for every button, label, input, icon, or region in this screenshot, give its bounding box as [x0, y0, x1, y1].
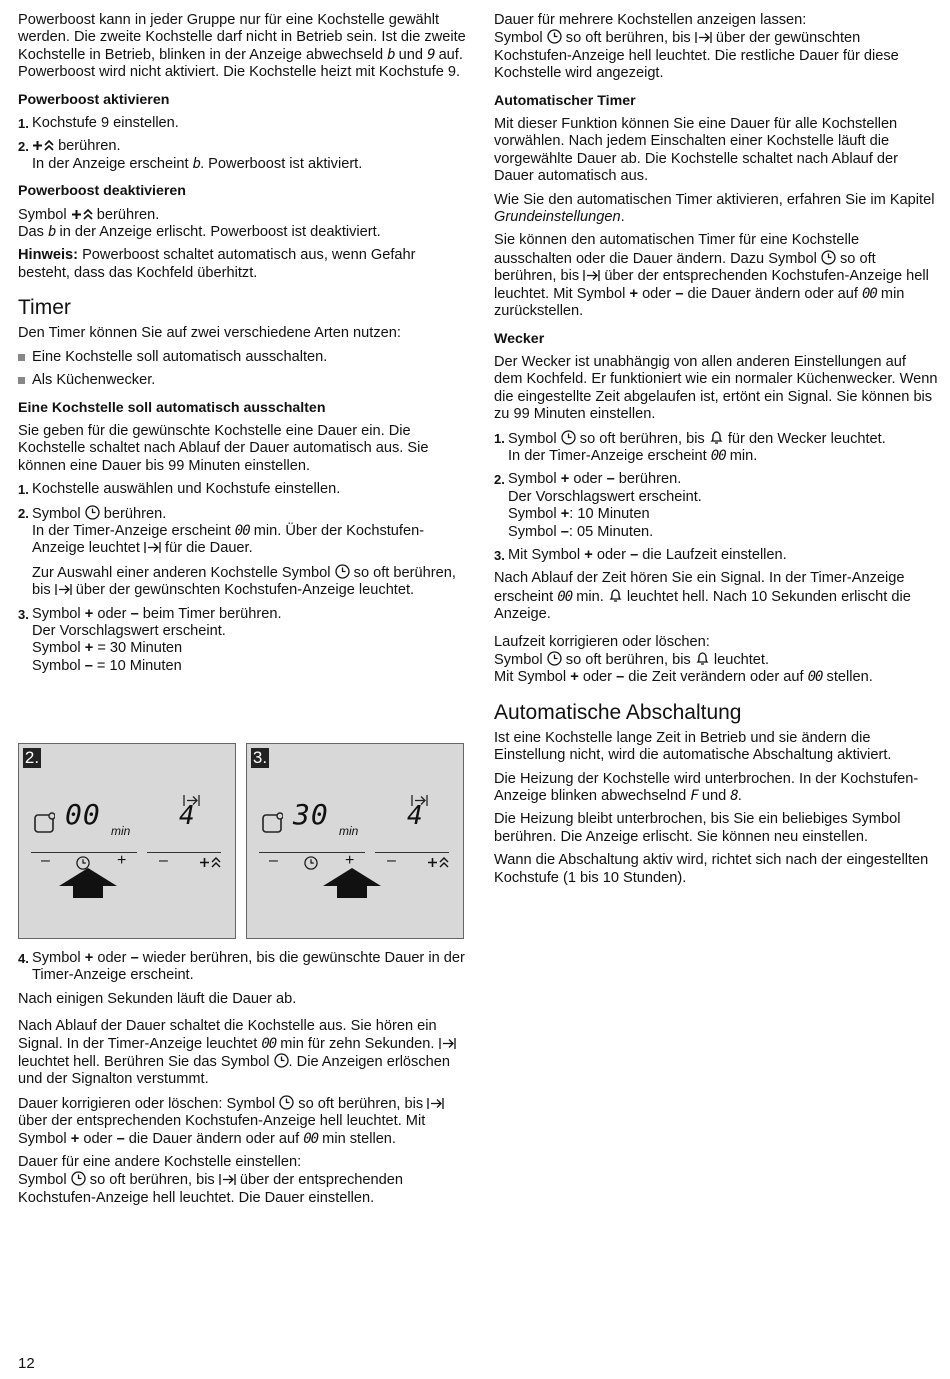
shutoff-paragraph-2: Die Heizung der Kochstelle wird unterbrochen. In der Kochstufen-Anzeige blinken abwechselnd F und 8.	[494, 770, 919, 805]
intro-paragraph: Powerboost kann in jeder Gruppe nur für eine Kochstelle gewählt werden. Die zweite Kochstelle darf nicht in Betrieb sein. Ist die zweite Kochstelle in Betrieb, blinken in der Anzeige abwechseld b und 9 auf. Powerboost wird nicht aktiviert. Die Kochstelle heizt mit Kochstufe 9.	[18, 12, 466, 81]
clock-icon	[85, 505, 100, 520]
powerboost-icon	[32, 139, 54, 152]
timer-intro: Den Timer können Sie auf zwei verschiedene Arten nutzen:	[18, 325, 401, 342]
minus-icon: –	[41, 852, 50, 869]
minus-icon: –	[130, 950, 139, 966]
pb-off-text: Symbol berühren. Das b in der Anzeige erlischt. Powerboost ist deaktiviert.	[18, 206, 381, 241]
plus-icon: +	[84, 950, 94, 966]
clock-icon	[279, 1095, 294, 1110]
power-level-display: 4	[407, 801, 423, 831]
display-unit: min	[111, 824, 131, 838]
minus-icon: –	[269, 852, 278, 869]
figure-step-3	[246, 743, 464, 939]
duration-indicator-icon	[427, 1097, 444, 1110]
plus-icon: +	[345, 852, 355, 869]
clock-icon	[71, 1171, 86, 1186]
bullet-item: Als Küchenwecker.	[18, 372, 470, 389]
alarm-paragraph-2: Nach Ablauf der Zeit hören Sie ein Signal. In der Timer-Anzeige erscheint 00 min. leuchtet hell. Nach 10 Sekunden erlischt die Anzeige.	[494, 570, 911, 623]
minus-icon: –	[159, 852, 168, 869]
powerboost-icon	[199, 856, 221, 869]
alarm-step-3: 3. Mit Symbol + oder – die Laufzeit einstellen.	[494, 546, 787, 563]
shutoff-paragraph-3: Die Heizung bleibt unterbrochen, bis Sie ein beliebiges Symbol berühren. Die Anzeige erlischt. Sie können neu einstellen.	[494, 811, 901, 845]
shutoff-paragraph: Ist eine Kochstelle lange Zeit in Betrieb und sie ändern die Einstellung nicht, wird die automatische Abschaltung aktiviert.	[494, 729, 892, 764]
control-panel-figures	[18, 743, 466, 938]
auto-off-heading: Eine Kochstelle soll automatisch ausschalten	[18, 399, 326, 416]
auto-step-1: 1. Kochstelle auswählen und Kochstufe einstellen.	[18, 481, 341, 498]
duration-indicator-icon	[219, 1173, 236, 1186]
page-number: 12	[18, 1355, 35, 1372]
clock-icon	[547, 29, 562, 44]
segment-b: b	[387, 46, 395, 63]
auto-timer-paragraph-3: Sie können den automatischen Timer für eine Kochstelle ausschalten oder die Dauer ändern. Dazu Symbol so oft berühren, bis über der entsprechenden Kochstufen-Anzeige hell leuchtet. Mit Symbol + oder – die Dauer ändern oder auf 00 min zurückstellen.	[494, 232, 929, 320]
powerboost-icon	[427, 856, 449, 869]
alarm-paragraph-3: Laufzeit korrigieren oder löschen: Symbol so oft berühren, bis leuchtet. Mit Symbol + oder – die Zeit verändern oder auf 00 stellen.	[494, 633, 873, 686]
auto-step-2: 2. Symbol berühren. In der Timer-Anzeige erscheint 00 min. Über der Kochstufen-Anzeige leuchtet für die Dauer. Zur Auswahl einer anderen Kochstelle Symbol so oft berühren, bis über der gewünschten Kochstufen-Anzeige leuchtet.	[18, 505, 456, 599]
duration-indicator-icon	[583, 269, 600, 282]
other-burner-paragraph: Dauer für eine andere Kochstelle einstellen: Symbol so oft berühren, bis über der entsprechenden Kochstufen-Anzeige hell leuchtet. Die Dauer einstellen.	[18, 1154, 403, 1206]
pb-on-step-1: 1. Kochstufe 9 einstellen.	[18, 115, 179, 132]
powerboost-icon	[71, 208, 93, 221]
clock-icon	[335, 564, 350, 579]
run-paragraph: Nach einigen Sekunden läuft die Dauer ab.	[18, 990, 297, 1007]
clock-icon	[304, 856, 318, 870]
plus-icon: +	[84, 605, 94, 622]
auto-step-3: 3. Symbol + oder – beim Timer berühren. Der Vorschlagswert erscheint. Symbol + = 30 Minuten Symbol – = 10 Minuten	[18, 605, 282, 674]
end-paragraph: Nach Ablauf der Dauer schaltet die Kochstelle aus. Sie hören ein Signal. In der Timer-Anzeige leuchtet 00 min für zehn Sekunden. leuchtet hell. Berühren Sie das Symbol . Die Anzeigen erlöschen und der Signalton verstummt.	[18, 1018, 470, 1089]
pb-on-step-2: 2. berühren. In der Anzeige erscheint b. Powerboost ist aktiviert.	[18, 138, 363, 172]
auto-timer-paragraph-2: Wie Sie den automatischen Timer aktivieren, erfahren Sie im Kapitel Grundeinstellungen.	[494, 191, 935, 226]
left-column-lower	[18, 950, 470, 1213]
figure-label: 2.	[24, 748, 40, 767]
duration-indicator-icon	[144, 541, 161, 554]
auto-timer-paragraph: Mit dieser Funktion können Sie eine Dauer für alle Kochstellen vorwählen. Nach jedem Einschalten einer Kochstelle läuft die vorgewählte Dauer ab. Die Kochstelle schaltet nach Ablauf der Dauer automatisch aus.	[494, 116, 898, 185]
alarm-step-2: 2. Symbol + oder – berühren. Der Vorschlagswert erscheint. Symbol +: 10 Minuten Symbol –: 05 Minuten.	[494, 471, 702, 540]
timer-symbol-icon	[261, 812, 283, 834]
minus-icon: –	[387, 852, 396, 869]
alarm-heading: Wecker	[494, 330, 545, 347]
bullet-item: Eine Kochstelle soll automatisch ausschalten.	[18, 349, 470, 366]
plus-icon: +	[84, 640, 94, 657]
clock-icon	[561, 430, 576, 445]
powerboost-off-heading: Powerboost deaktivieren	[18, 183, 186, 200]
bell-icon	[709, 430, 724, 445]
timer-display: 30	[293, 798, 329, 831]
figure-step-2	[18, 743, 236, 939]
auto-shutoff-heading: Automatische Abschaltung	[494, 700, 742, 724]
duration-indicator-icon	[695, 31, 712, 44]
plus-icon: +	[117, 852, 127, 869]
display-unit: min	[339, 824, 359, 838]
hint-paragraph: Hinweis: Powerboost schaltet automatisch aus, wenn Gefahr besteht, dass das Kochfeld überhitzt.	[18, 247, 416, 281]
minus-icon: –	[130, 605, 139, 622]
alarm-step-1: 1. Symbol so oft berühren, bis für den Wecker leuchtet. In der Timer-Anzeige erscheint 00 min.	[494, 430, 886, 464]
clock-icon	[547, 651, 562, 666]
powerboost-on-heading: Powerboost aktivieren	[18, 91, 170, 108]
bell-icon	[608, 588, 623, 603]
arrow-pointer-icon	[323, 868, 381, 898]
segment-9: 9	[427, 46, 435, 63]
left-column	[18, 12, 470, 681]
clock-icon	[274, 1053, 289, 1068]
multi-paragraph: Dauer für mehrere Kochstellen anzeigen lassen: Symbol so oft berühren, bis über der gewünschten Kochstufen-Anzeige hell leuchtet. Die restliche Dauer für diese Kochstelle wird angezeigt.	[494, 12, 899, 82]
alarm-paragraph: Der Wecker ist unabhängig von allen anderen Einstellungen auf dem Kochfeld. Er funktioniert wie ein normaler Küchenwecker. Wenn die eingestellte Zeit abgelaufen ist, ertönt ein Signal. Sie können bis zu 99 Minuten einstellen.	[494, 353, 938, 423]
auto-timer-heading: Automatischer Timer	[494, 92, 636, 109]
duration-indicator-icon	[439, 1037, 456, 1050]
minus-icon: –	[84, 657, 93, 674]
correct-paragraph: Dauer korrigieren oder löschen: Symbol so oft berühren, bis über der entsprechenden Kochstufen-Anzeige hell leuchtet. Mit Symbol + oder – die Dauer ändern oder auf 00 min stellen.	[18, 1095, 470, 1148]
clock-icon	[821, 250, 836, 265]
auto-step-4: 4. Symbol + oder – wieder berühren, bis die gewünschte Dauer in der Timer-Anzeige erscheint.	[18, 950, 465, 984]
power-level-display: 4	[179, 801, 195, 831]
timer-symbol-icon	[33, 812, 55, 834]
figure-label: 3.	[252, 748, 268, 767]
timer-heading: Timer	[18, 296, 71, 320]
auto-off-intro: Sie geben für die gewünschte Kochstelle eine Dauer ein. Die Kochstelle schaltet nach Ablauf der Dauer automatisch aus. Sie können eine Dauer bis 99 Minuten einstellen.	[18, 422, 429, 474]
arrow-pointer-icon	[59, 868, 117, 898]
right-column	[494, 12, 938, 893]
duration-indicator-icon	[55, 583, 72, 596]
timer-display: 00	[65, 798, 101, 831]
bell-icon	[695, 651, 710, 666]
shutoff-paragraph-4: Wann die Abschaltung aktiv wird, richtet sich nach der eingestellten Kochstufe (1 bis 10 Stunden).	[494, 852, 929, 886]
